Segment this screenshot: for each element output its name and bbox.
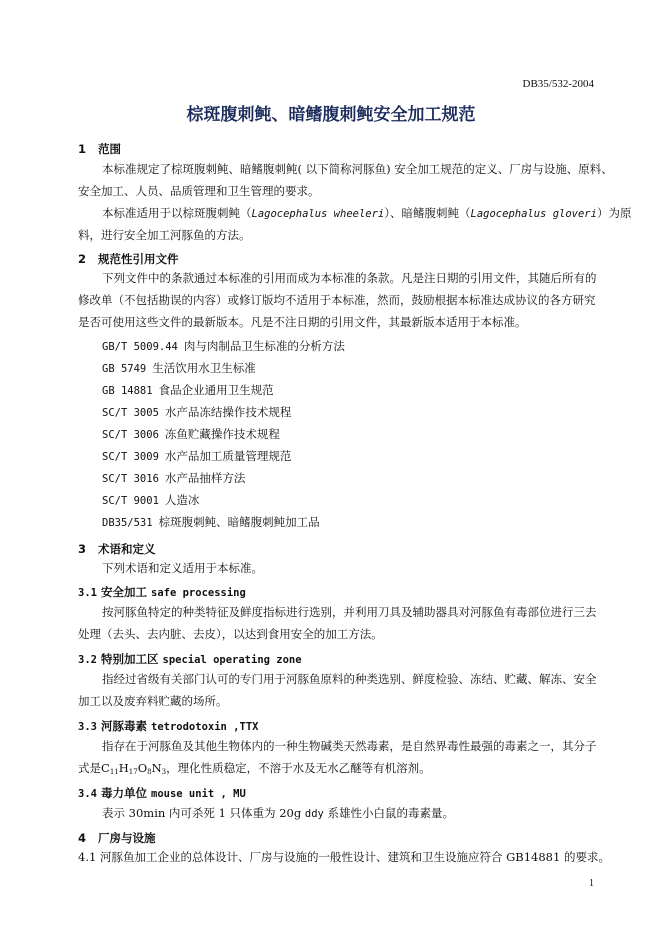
document-title: 棕斑腹刺鲀、暗鳍腹刺鲀安全加工规范	[186, 105, 476, 125]
text-run: N	[151, 761, 162, 775]
reference-item	[102, 382, 274, 398]
paragraph-line: 下列文件中的条款通过本标准的引用而成为本标准的条款。凡是注日期的引用文件，其随后所有的	[102, 271, 597, 285]
section-title: 术语和定义	[98, 542, 156, 556]
paragraph-line: 指存在于河豚鱼及其他生物体内的一种生物碱类天然毒素，是自然界毒性最强的毒素之一，其分子	[102, 739, 597, 753]
paragraph-line: 处理（去头、去内脏、去皮），以达到食用安全的加工方法。	[78, 627, 383, 641]
paragraph-line	[102, 203, 631, 226]
reference-title: 肉与肉制品卫生标准的分析方法	[183, 339, 345, 353]
term-english: mouse unit , MU	[151, 788, 246, 800]
subscript: 3	[161, 768, 167, 776]
text-run: 系雄性小白鼠的毒素量。	[327, 806, 454, 820]
section-number: 2	[78, 252, 87, 266]
reference-code: SC/T 3005	[102, 407, 159, 419]
term-english: special operating zone	[162, 654, 302, 666]
reference-code: GB 5749	[102, 363, 147, 375]
reference-title: 生活饮用水卫生标准	[152, 361, 256, 375]
reference-title: 人造冰	[164, 493, 200, 507]
paragraph-line: 指经过省级有关部门认可的专门用于河豚鱼原料的种类选别、鲜度检验、冻结、贮藏、解冻、安全	[102, 672, 597, 686]
reference-title: 棕斑腹刺鲀、暗鳍腹刺鲀加工品	[158, 515, 320, 529]
section-title: 规范性引用文件	[98, 252, 179, 266]
reference-code: SC/T 9001	[102, 495, 159, 507]
term-number: 3.3	[78, 721, 97, 733]
reference-code: SC/T 3006	[102, 429, 159, 441]
term-title: 河豚毒素	[100, 719, 147, 733]
reference-item	[102, 470, 245, 486]
term-number: 3.1	[78, 587, 97, 599]
text-run: ）、暗鳍腹刺鲀（	[384, 206, 471, 220]
text-run: 式是C	[78, 761, 110, 775]
section-number: 1	[78, 142, 87, 156]
text-run: 本标准适用于以棕斑腹刺鲀（	[102, 206, 252, 220]
subscript: 17	[128, 768, 138, 776]
page-number: 1	[589, 878, 594, 889]
reference-title: 水产品加工质量管理规范	[164, 449, 292, 463]
reference-code: DB35/531	[102, 517, 153, 529]
term-title: 毒力单位	[100, 786, 147, 800]
section-title: 范围	[98, 142, 122, 156]
term-english: tetrodotoxin ,TTX	[151, 721, 259, 733]
term-3-2-heading	[78, 651, 302, 667]
section-number: 4	[78, 831, 87, 845]
term-3-4-heading	[78, 785, 246, 801]
chemical-formula-line	[78, 758, 431, 784]
reference-item	[102, 360, 256, 376]
document-code: DB35/532-2004	[522, 78, 594, 90]
reference-code: SC/T 3009	[102, 451, 159, 463]
reference-title: 水产品冻结操作技术规程	[164, 405, 292, 419]
term-3-3-heading	[78, 718, 258, 734]
reference-item	[102, 448, 291, 464]
text-run: H	[118, 761, 129, 775]
reference-code: SC/T 3016	[102, 473, 159, 485]
reference-code: GB 14881	[102, 385, 153, 397]
paragraph-line: 4.1 河豚鱼加工企业的总体设计、厂房与设施的一般性设计、建筑和卫生设施应符合 GB14881 的要求。	[78, 850, 610, 864]
reference-title: 冻鱼贮藏操作技术规程	[164, 427, 280, 441]
reference-item	[102, 426, 280, 442]
reference-item	[102, 338, 345, 354]
section-4-heading	[78, 830, 156, 846]
reference-item	[102, 492, 199, 508]
paragraph-line: 加工以及废弃料贮藏的场所。	[78, 694, 228, 708]
paragraph-line: 是否可使用这些文件的最新版本。凡是不注日期的引用文件，其最新版本适用于本标准。	[78, 315, 527, 329]
section-1-heading	[78, 141, 121, 157]
mouse-strain: ddy	[304, 808, 324, 820]
text-run: O	[137, 761, 148, 775]
section-3-heading	[78, 541, 156, 557]
text-run: 表示 30min 内可杀死 1 只体重为 20g	[102, 806, 302, 820]
reference-code: GB/T 5009.44	[102, 341, 178, 353]
term-english: safe processing	[151, 587, 246, 599]
paragraph-line: 修改单（不包括勘误的内容）或修订版均不适用于本标准，然而，鼓励根据本标准达成协议的各方研究	[78, 293, 596, 307]
term-number: 3.2	[78, 654, 97, 666]
reference-item	[102, 404, 291, 420]
term-number: 3.4	[78, 788, 97, 800]
section-2-heading	[78, 251, 179, 267]
term-title: 安全加工	[100, 585, 147, 599]
paragraph-line	[102, 803, 454, 826]
section-title: 厂房与设施	[98, 831, 156, 845]
paragraph-line: 按河豚鱼特定的种类特征及鲜度指标进行选别，并利用刀具及辅助器具对河豚鱼有毒部位进行三去	[102, 605, 597, 619]
subscript: 8	[147, 768, 152, 776]
reference-title: 水产品抽样方法	[164, 471, 246, 485]
paragraph-line: 本标准规定了棕斑腹刺鲀、暗鳍腹刺鲀( 以下简称河豚鱼) 安全加工规范的定义、厂房与设施、原料、	[102, 162, 613, 176]
scientific-name: Lagocephalus gloveri	[470, 208, 597, 220]
paragraph-line: 下列术语和定义适用于本标准。	[102, 561, 263, 575]
reference-title: 食品企业通用卫生规范	[158, 383, 274, 397]
scientific-name: Lagocephalus wheeleri	[251, 208, 385, 220]
paragraph-line: 安全加工、人员、品质管理和卫生管理的要求。	[78, 184, 320, 198]
paragraph-line: 料，进行安全加工河豚鱼的方法。	[78, 228, 251, 242]
text-run: ）为原	[596, 206, 632, 220]
text-run: ，理化性质稳定，不溶于水及无水乙醚等有机溶剂。	[166, 761, 431, 775]
term-3-1-heading	[78, 584, 246, 600]
term-title: 特别加工区	[100, 652, 159, 666]
subscript: 11	[109, 768, 119, 776]
reference-item	[102, 514, 320, 530]
section-number: 3	[78, 542, 87, 556]
